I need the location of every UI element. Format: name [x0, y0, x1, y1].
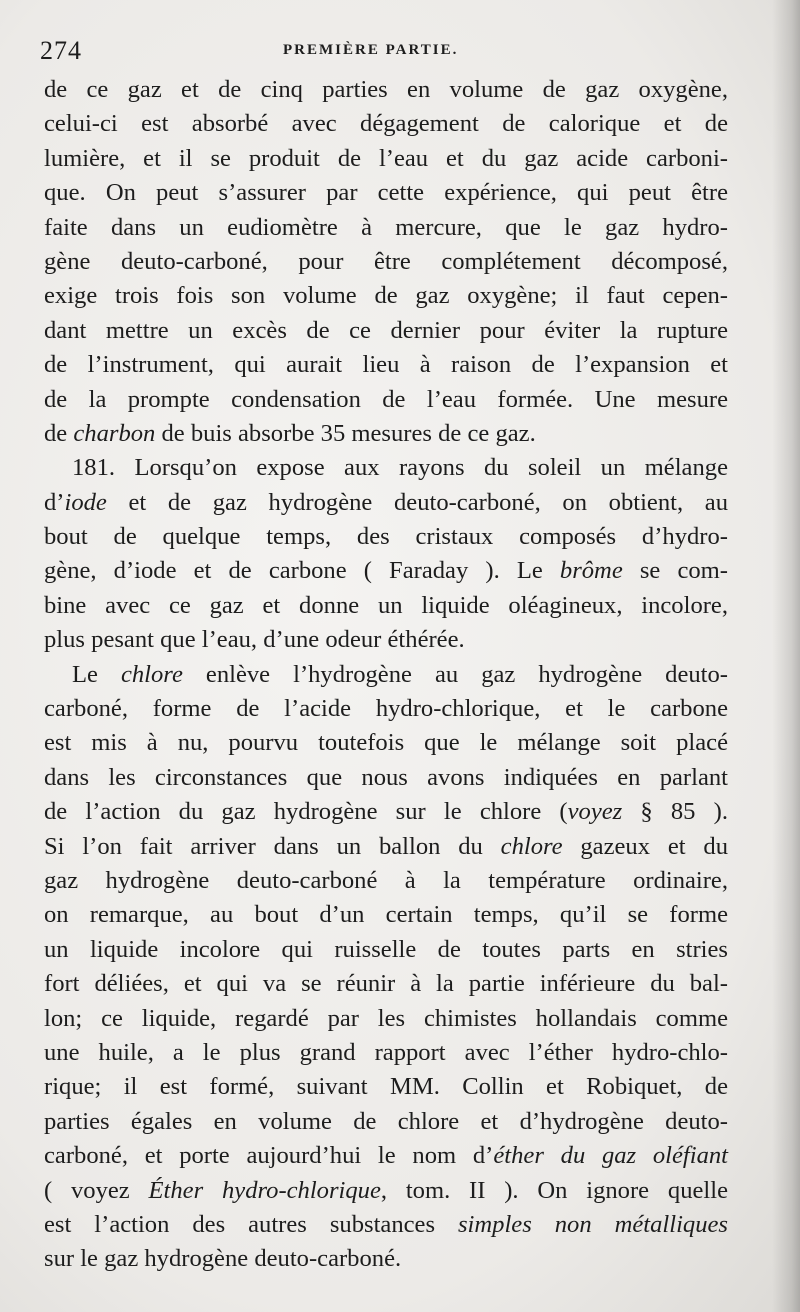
line-text: de — [44, 419, 74, 447]
text-line — [44, 314, 728, 348]
line-text: Le — [72, 660, 121, 688]
text-line — [44, 761, 728, 795]
text-line — [44, 554, 728, 588]
line-text: , tom. II ). On ignore quelle — [380, 1176, 728, 1204]
line-text: gène, d’iode et de carbone ( Faraday ). Le — [44, 557, 560, 585]
page-header — [40, 36, 740, 76]
text-line — [44, 1002, 728, 1036]
text-line — [44, 417, 728, 451]
line-text: de ce gaz et de cinq parties en volume de gaz oxygène, — [44, 76, 728, 103]
line-text: enlève l’hydrogène au gaz hydrogène deuto- — [182, 660, 728, 688]
line-text: bine avec ce gaz et donne un liquide oléagineux, incolore, — [44, 591, 728, 619]
line-text: lon; ce liquide, regardé par les chimistes hollandais comme — [44, 1004, 728, 1032]
running-head: PREMIÈRE PARTIE. — [283, 42, 459, 58]
text-line — [44, 864, 728, 898]
line-text: dant mettre un excès de ce dernier pour éviter la rupture — [44, 316, 728, 344]
line-text: que. On peut s’assurer par cette expérience, qui peut être — [44, 179, 728, 207]
line-text: de buis absorbe 35 mesures de ce gaz. — [155, 419, 536, 447]
line-text: exige trois fois son volume de gaz oxygène; il faut cepen- — [44, 282, 728, 310]
text-line — [44, 107, 728, 141]
text-line — [44, 486, 728, 520]
line-text: celui-ci est absorbé avec dégagement de calorique et de — [44, 110, 728, 138]
text-line — [44, 1208, 728, 1242]
text-line — [44, 73, 728, 107]
line-text: dans les circonstances que nous avons indiquées en parlant — [44, 763, 728, 791]
line-text: se com- — [622, 557, 728, 585]
italic-term: iode — [64, 488, 107, 516]
text-line — [44, 348, 728, 382]
line-text: carboné, forme de l’acide hydro-chlorique, et le carbone — [44, 695, 728, 723]
italic-term: éther du gaz oléfiant — [493, 1142, 729, 1170]
line-text: Si l’on fait arriver dans un ballon du — [44, 832, 501, 860]
text-line — [44, 967, 728, 1001]
line-text: d’ — [44, 488, 65, 516]
text-line — [44, 692, 728, 726]
text-line — [44, 898, 728, 932]
line-text: est l’action des autres substances — [44, 1210, 458, 1238]
text-line — [44, 279, 728, 313]
text-line — [44, 245, 728, 279]
text-line — [44, 1036, 728, 1070]
text-line — [44, 623, 728, 657]
italic-term: voyez — [567, 798, 623, 826]
line-text: faite dans un eudiomètre à mercure, que le gaz hydro- — [44, 213, 728, 241]
line-text: rique; il est formé, suivant MM. Collin et Robiquet, de — [44, 1073, 728, 1101]
line-text: gaz hydrogène deuto-carboné à la température ordinaire, — [44, 866, 728, 894]
text-line — [44, 933, 728, 967]
text-line — [44, 1139, 728, 1173]
text-line — [44, 451, 728, 485]
page-number: 274 — [40, 36, 82, 65]
line-text: de l’action du gaz hydrogène sur le chlore ( — [44, 798, 568, 826]
text-line — [44, 211, 728, 245]
text-line — [44, 795, 728, 829]
text-line — [44, 1242, 728, 1276]
line-text: de la prompte condensation de l’eau formée. Une mesure — [44, 385, 728, 413]
text-line — [44, 589, 728, 623]
text-line — [44, 830, 728, 864]
line-text: fort déliées, et qui va se réunir à la partie inférieure du bal- — [44, 970, 728, 998]
page-edge-shadow — [772, 0, 800, 1312]
text-line — [44, 1174, 728, 1208]
italic-term: brôme — [559, 557, 623, 585]
line-text: ( voyez — [44, 1176, 149, 1204]
italic-term: charbon — [73, 419, 156, 447]
line-text: gazeux et du — [562, 832, 728, 860]
text-line — [44, 520, 728, 554]
line-text: bout de quelque temps, des cristaux composés d’hydro- — [44, 523, 728, 551]
italic-term: simples non métalliques — [457, 1210, 728, 1238]
body-text — [44, 73, 728, 1277]
line-text: de l’instrument, qui aurait lieu à raison de l’expansion et — [44, 351, 728, 379]
line-text: plus pesant que l’eau, d’une odeur éthérée. — [44, 626, 465, 654]
line-text: est mis à nu, pourvu toutefois que le mélange soit placé — [44, 729, 728, 757]
text-line — [44, 1070, 728, 1104]
italic-term: Éther hydro-chlorique — [148, 1176, 381, 1204]
line-text: § 85 ). — [622, 798, 728, 826]
text-line — [44, 1105, 728, 1139]
text-line — [44, 142, 728, 176]
text-line — [44, 176, 728, 210]
text-line — [44, 726, 728, 760]
line-text: et de gaz hydrogène deuto-carboné, on obtient, au — [106, 488, 728, 516]
line-text: un liquide incolore qui ruisselle de toutes parts en stries — [44, 935, 728, 963]
italic-term: chlore — [120, 660, 183, 688]
line-text: lumière, et il se produit de l’eau et du gaz acide carboni- — [44, 144, 728, 172]
text-line — [44, 383, 728, 417]
line-text: sur le gaz hydrogène deuto-carboné. — [44, 1245, 402, 1273]
line-text: gène deuto-carboné, pour être complétement décomposé, — [44, 247, 728, 275]
text-line — [44, 658, 728, 692]
line-text: 181. Lorsqu’on expose aux rayons du soleil un mélange — [72, 454, 728, 482]
line-text: parties égales en volume de chlore et d’hydrogène deuto- — [44, 1107, 728, 1135]
line-text: une huile, a le plus grand rapport avec l’éther hydro-chlo- — [44, 1038, 728, 1066]
line-text: on remarque, au bout d’un certain temps, qu’il se forme — [44, 901, 728, 929]
line-text: carboné, et porte aujourd’hui le nom d’ — [44, 1142, 494, 1170]
italic-term: chlore — [500, 832, 563, 860]
